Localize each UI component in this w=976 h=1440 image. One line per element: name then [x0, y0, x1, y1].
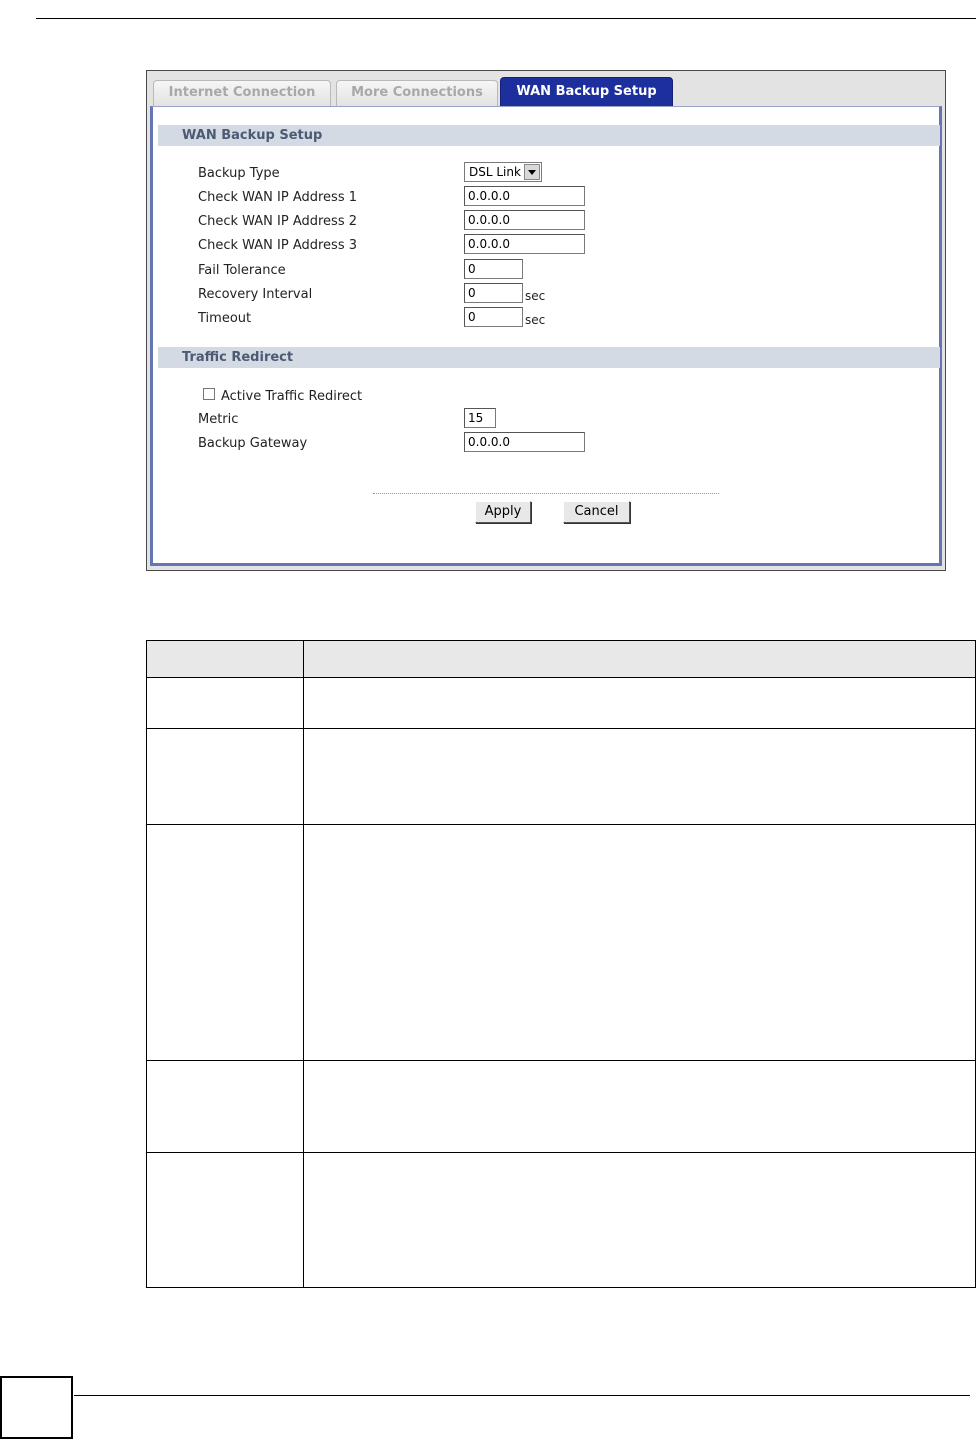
table-cell	[304, 825, 976, 1061]
active-traffic-redirect-label: Active Traffic Redirect	[221, 389, 363, 404]
table-row	[147, 825, 976, 1061]
backup-gateway-input[interactable]: 0.0.0.0	[464, 432, 585, 452]
wan-backup-section-header: WAN Backup Setup	[158, 125, 940, 146]
cancel-button[interactable]: Cancel	[563, 501, 630, 523]
fail-tolerance-input[interactable]: 0	[464, 259, 523, 279]
tab-wan-backup-setup[interactable]: WAN Backup Setup	[500, 77, 673, 106]
timeout-input[interactable]: 0	[464, 307, 523, 327]
recovery-interval-input[interactable]: 0	[464, 283, 523, 303]
check-wan-ip-2-label: Check WAN IP Address 2	[198, 214, 357, 229]
table-cell	[304, 678, 976, 729]
recovery-interval-unit: sec	[525, 289, 546, 303]
check-wan-ip-1-label: Check WAN IP Address 1	[198, 190, 357, 205]
table-cell	[304, 1061, 976, 1153]
fail-tolerance-label: Fail Tolerance	[198, 263, 286, 278]
table-cell	[147, 678, 304, 729]
active-traffic-redirect-checkbox[interactable]	[203, 388, 215, 400]
wan-backup-panel	[150, 106, 942, 566]
table-cell	[304, 1153, 976, 1288]
page-number-box	[0, 1376, 73, 1439]
tab-more-connections[interactable]: More Connections	[336, 80, 498, 106]
traffic-redirect-section-header: Traffic Redirect	[158, 347, 940, 368]
table-header-cell	[147, 641, 304, 678]
backup-type-select[interactable]	[464, 162, 542, 182]
backup-type-value: DSL Link	[469, 165, 521, 179]
table-cell	[147, 729, 304, 825]
table-cell	[147, 825, 304, 1061]
timeout-unit: sec	[525, 313, 546, 327]
timeout-label: Timeout	[198, 311, 252, 326]
backup-gateway-label: Backup Gateway	[198, 436, 308, 451]
check-wan-ip-3-label: Check WAN IP Address 3	[198, 238, 357, 253]
router-config-screenshot	[146, 70, 946, 571]
field-description-table	[146, 640, 976, 1288]
table-cell	[147, 1061, 304, 1153]
check-wan-ip-1-input[interactable]: 0.0.0.0	[464, 186, 585, 206]
page-top-rule	[36, 18, 976, 19]
apply-button[interactable]: Apply	[475, 501, 531, 523]
page-footer-rule	[74, 1395, 970, 1396]
metric-label: Metric	[198, 412, 239, 427]
table-header-row	[147, 641, 976, 678]
table-header-cell	[304, 641, 976, 678]
check-wan-ip-2-input[interactable]: 0.0.0.0	[464, 210, 585, 230]
table-cell	[304, 729, 976, 825]
chevron-down-icon[interactable]	[524, 164, 540, 180]
table-row	[147, 1061, 976, 1153]
metric-input[interactable]: 15	[464, 408, 496, 428]
table-cell	[147, 1153, 304, 1288]
table-row	[147, 729, 976, 825]
table-row	[147, 678, 976, 729]
tab-internet-connection[interactable]: Internet Connection	[153, 80, 331, 106]
check-wan-ip-3-input[interactable]: 0.0.0.0	[464, 234, 585, 254]
button-divider	[373, 493, 719, 494]
recovery-interval-label: Recovery Interval	[198, 287, 313, 302]
backup-type-label: Backup Type	[198, 166, 280, 181]
table-row	[147, 1153, 976, 1288]
